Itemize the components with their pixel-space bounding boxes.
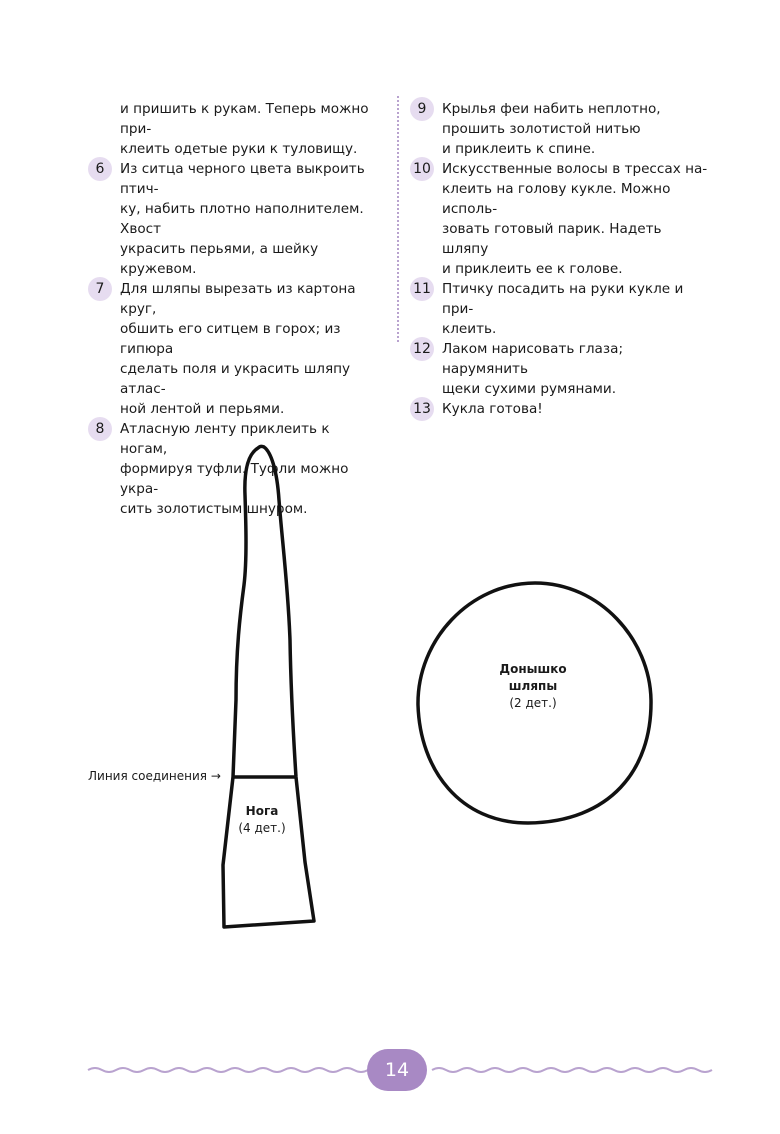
step-number-badge: 8 — [88, 417, 112, 441]
step-number-badge: 7 — [88, 277, 112, 301]
step-number-badge: 6 — [88, 157, 112, 181]
leg-name: Нога — [245, 804, 279, 818]
hat-bottom-count: (2 дет.) — [509, 696, 557, 710]
leg-piece-label — [222, 803, 302, 837]
step-number-badge: 13 — [410, 397, 434, 421]
step-text: Лаком нарисовать глаза; нарумянить щеки сухими румянами. — [442, 341, 624, 397]
leg-count: (4 дет.) — [238, 821, 286, 835]
join-line-label: Линия соединения → — [88, 769, 221, 783]
step-number-badge: 9 — [410, 97, 434, 121]
step-number-badge: 11 — [410, 277, 434, 301]
step-number-badge: 10 — [410, 157, 434, 181]
footer-wave-left — [88, 1068, 368, 1072]
step-5-continuation: и пришить к рукам. Теперь можно при- клеить одетые руки к туловищу. — [120, 101, 369, 157]
hat-bottom-piece-label — [483, 661, 583, 712]
step-number-badge: 12 — [410, 337, 434, 361]
step-text: Кукла готова! — [442, 401, 543, 417]
page-number: 14 — [367, 1049, 427, 1091]
hat-bottom-name-line2: шляпы — [508, 679, 558, 693]
step-text: Для шляпы вырезать из картона круг, обшить его ситцем в горох; из гипюра сделать поля и украсить шляпу атлас- ной лентой и перьями. — [120, 281, 356, 417]
step-text: Крылья феи набить неплотно, прошить золотистой нитью и приклеить к спине. — [442, 101, 661, 157]
step-text: Из ситца черного цвета выкроить птич- ку, набить плотно наполнителем. Хвост украсить перьями, а шейку кружевом. — [120, 161, 365, 277]
step-text: Искусственные волосы в трессах на- клеить на голову кукле. Можно исполь- зовать готовый парик. Надеть шляпу и приклеить ее к голове. — [442, 161, 708, 277]
leg-pattern-outline — [223, 446, 314, 927]
step-text: Атласную ленту приклеить к ногам, формируя туфли. Туфли можно укра- сить золотистым шнуром. — [120, 421, 349, 517]
hat-bottom-name-line1: Донышко — [499, 662, 567, 676]
step-text: Птичку посадить на руки кукле и при- клеить. — [442, 281, 684, 337]
footer-wave-right — [432, 1068, 712, 1072]
